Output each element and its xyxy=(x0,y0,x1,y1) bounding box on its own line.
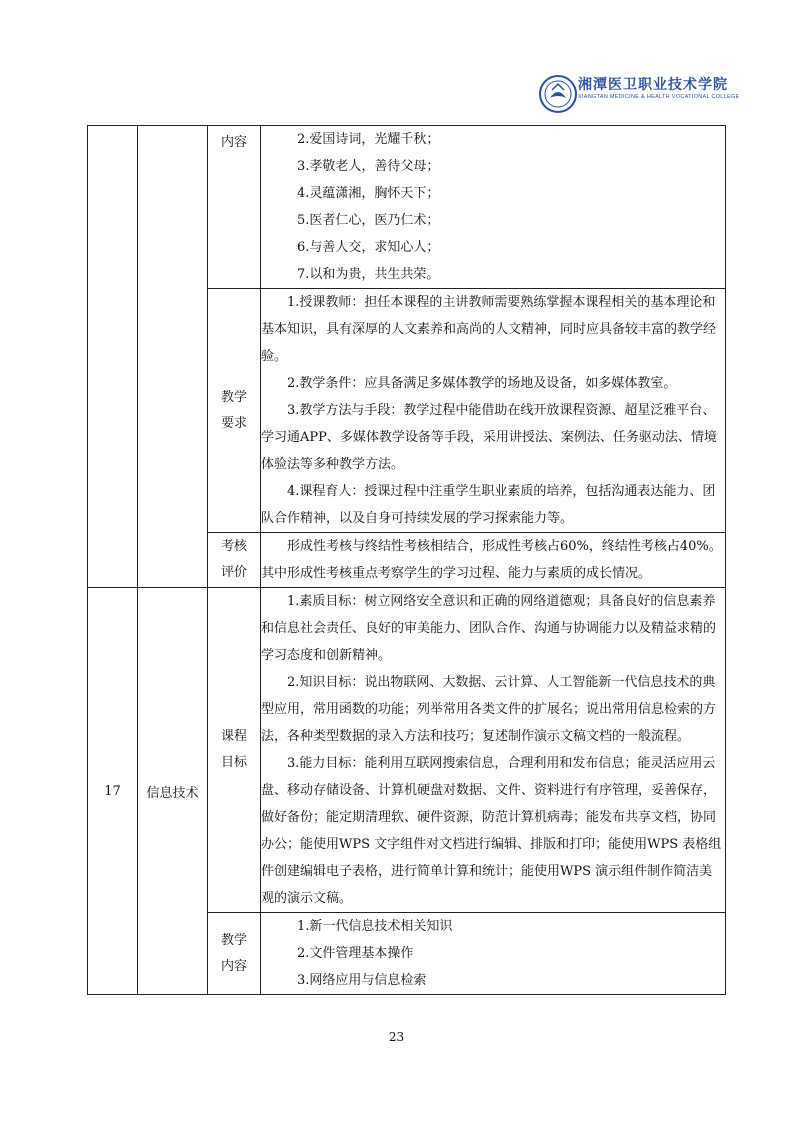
goals-text xyxy=(261,588,726,913)
paragraph: 2.教学条件：应具备满足多媒体教学的场地及设备，如多媒体教室。 xyxy=(287,376,677,391)
list-item: 3.孝敬老人，善待父母； xyxy=(297,159,440,174)
list-item: 2.爱国诗词，光耀千秋； xyxy=(297,132,440,147)
evaluation-label: 考核 评价 xyxy=(208,533,261,588)
requirements-label: 教学 要求 xyxy=(208,289,261,533)
teaching-content-list xyxy=(261,913,726,995)
paragraph: 1.素质目标：树立网络安全意识和正确的网络道德观；具备良好的信息素养和信息社会责任、良好的审美能力、团队合作、沟通与协调能力以及精益求精的学习态度和创新精神。 xyxy=(261,594,717,663)
course-number: 17 xyxy=(88,588,138,995)
list-item: 1.新一代信息技术相关知识 xyxy=(297,919,453,934)
course-name: 信息技术 xyxy=(138,588,208,995)
table-row xyxy=(88,126,726,289)
content-list xyxy=(261,126,726,289)
prev-number-cell xyxy=(88,126,138,588)
list-item: 5.医者仁心，医乃仁术； xyxy=(297,213,440,228)
paragraph: 形成性考核与终结性考核相结合，形成性考核占60%，终结性考核占40%。其中形成性考核重点考察学生的学习过程、能力与素质的成长情况。 xyxy=(261,539,722,581)
paragraph: 3.能力目标：能利用互联网搜索信息，合理利用和发布信息；能灵活应用云盘、移动存储设备、计算机硬盘对数据、文件、资料进行有序管理，妥善保存，做好备份；能定期清理软、硬件资源，防范计算机病毒；能发布共享文档，协同办公；能使用WPS 文字组件对文档进行编辑、排版和打印；能使用WPS 表格组件创建编辑电子表格，进行简单计算和统计；能使用WPS 演示组件制作简洁美观的演示文稿。 xyxy=(261,756,722,906)
course-table xyxy=(87,125,726,995)
paragraph: 1.授课教师：担任本课程的主讲教师需要熟练掌握本课程相关的基本理论和基本知识，具有深厚的人文素养和高尚的人文精神，同时应具备较丰富的教学经验。 xyxy=(261,295,717,364)
table-row xyxy=(88,588,726,913)
paragraph: 2.知识目标：说出物联网、大数据、云计算、人工智能新一代信息技术的典型应用，常用函数的功能；列举常用各类文件的扩展名；说出常用信息检索的方法，各种类型数据的录入方法和技巧；复述制作演示文稿文档的一般流程。 xyxy=(261,675,717,744)
list-item: 3.网络应用与信息检索 xyxy=(297,973,427,988)
paragraph: 3.教学方法与手段：教学过程中能借助在线开放课程资源、超星泛雅平台、学习通APP、多媒体教学设备等手段，采用讲授法、案例法、任务驱动法、情境体验法等多种教学方法。 xyxy=(261,403,717,472)
college-name-en: XIANGTAN MEDICINE & HEALTH VOCATIONAL COLLEGE xyxy=(578,94,740,100)
college-name: 湘潭医卫职业技术学院 xyxy=(578,77,728,93)
paragraph: 4.课程育人：授课过程中注重学生职业素质的培养，包括沟通表达能力、团队合作精神，以及自身可持续发展的学习探索能力等。 xyxy=(261,484,716,526)
requirements-text xyxy=(261,289,726,533)
list-item: 4.灵蕴潇湘，胸怀天下； xyxy=(297,186,440,201)
page-number: 23 xyxy=(388,1030,405,1044)
teaching-content-label: 教学 内容 xyxy=(208,913,261,995)
list-item: 2.文件管理基本操作 xyxy=(297,946,414,961)
evaluation-text xyxy=(261,533,726,588)
prev-name-cell xyxy=(138,126,208,588)
list-item: 6.与善人交，求知心人； xyxy=(297,240,440,255)
content-label: 内容 xyxy=(208,126,261,289)
goals-label: 课程 目标 xyxy=(208,588,261,913)
list-item: 7.以和为贵，共生共荣。 xyxy=(297,267,440,282)
